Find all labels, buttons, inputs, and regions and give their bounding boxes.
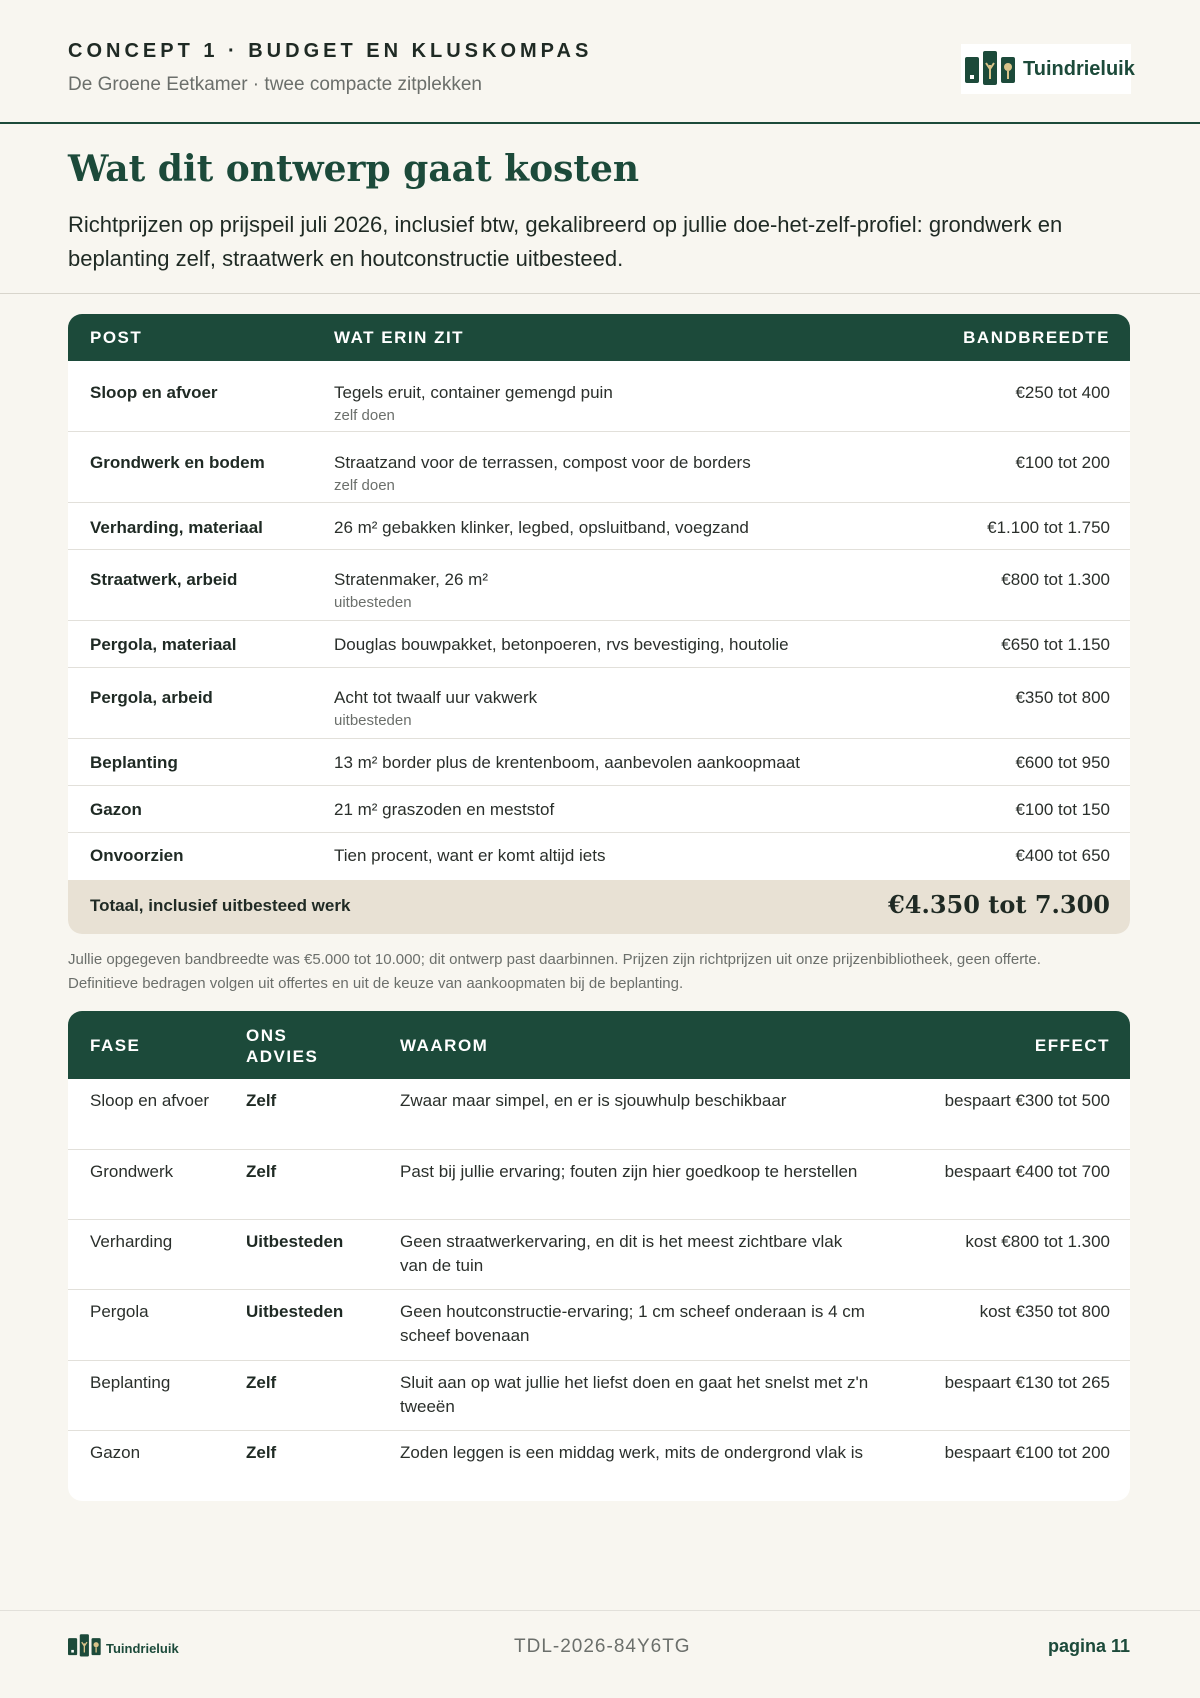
table-row [68,550,1130,621]
table-row [68,432,1130,503]
table-row [68,1431,1130,1501]
row-range: €100 tot 200 [1015,453,1110,472]
row-post: Grondwerk en bodem [90,453,265,472]
budget-footnote: Jullie opgegeven bandbreedte was €5.000 tot 10.000; dit ontwerp past daarbinnen. Prijzen zijn richtprijzen uit onze prijzenbibliotheek, geen offerte. Definitieve bedragen volgen uit offertes en uit de keuze van aankoopmaten bij de beplanting. [68,951,1041,992]
header-post: POST [90,328,143,347]
row-range: €400 tot 650 [1015,846,1110,865]
row-fase: Pergola [90,1302,149,1321]
phase-advice-table [68,1011,1130,1501]
section-divider [0,293,1200,294]
row-post: Pergola, materiaal [90,635,237,654]
total-label: Totaal, inclusief uitbesteed werk [90,896,351,915]
row-fase: Sloop en afvoer [90,1091,210,1110]
row-post: Verharding, materiaal [90,518,263,537]
row-effect: kost €800 tot 1.300 [965,1232,1110,1251]
row-note: zelf doen [334,407,395,424]
logo-text: Tuindrieluik [1023,57,1135,80]
footer-divider [0,1610,1200,1611]
row-waarom: Geen houtconstructie-ervaring; 1 cm scheef onderaan is 4 cm scheef bovenaan [400,1302,865,1345]
row-advies: Zelf [246,1443,277,1462]
row-advies: Uitbesteden [246,1232,344,1251]
table-row [68,786,1130,833]
row-note: zelf doen [334,477,395,494]
row-range: €600 tot 950 [1015,753,1110,772]
row-advies: Zelf [246,1091,277,1110]
concept-subtitle: De Groene Eetkamer · twee compacte zitplekken [68,74,482,95]
concept-title: CONCEPT 1 · BUDGET EN KLUSKOMPAS [68,40,593,62]
row-post: Beplanting [90,753,178,772]
row-content: Tegels eruit, container gemengd puin zelf doen [334,383,894,424]
total-row [68,880,1130,934]
header-content: WAT ERIN ZIT [334,328,465,347]
row-fase: Verharding [90,1232,173,1251]
row-range: €350 tot 800 [1015,688,1110,707]
row-range: €1.100 tot 1.750 [987,518,1110,537]
row-content: Tien procent, want er komt altijd iets [334,846,606,865]
row-content: Stratenmaker, 26 m² uitbesteden [334,570,894,611]
document-code: TDL-2026-84Y6TG [514,1636,691,1657]
phase-table-header [68,1011,1130,1079]
table-row [68,668,1130,739]
row-waarom: Zoden leggen is een middag werk, mits de ondergrond vlak is [400,1443,864,1462]
cost-table [68,314,1130,934]
row-post: Straatwerk, arbeid [90,570,238,589]
table-row [68,503,1130,550]
cost-table-header [68,314,1130,361]
row-range: €800 tot 1.300 [1001,570,1110,589]
total-value: €4.350 tot 7.300 [888,890,1110,919]
row-content: Douglas bouwpakket, betonpoeren, rvs bevestiging, houtolie [334,635,789,654]
logo-mark-icon [965,51,1017,87]
row-post: Sloop en afvoer [90,383,218,402]
row-advies: Zelf [246,1373,277,1392]
row-waarom: Past bij jullie ervaring; fouten zijn hier goedkoop te herstellen [400,1162,858,1181]
row-effect: kost €350 tot 800 [979,1302,1110,1321]
row-content: Straatzand voor de terrassen, compost voor de borders zelf doen [334,453,894,494]
page-number: pagina 11 [1047,1636,1130,1656]
table-row [68,739,1130,786]
table-row [68,1079,1130,1150]
row-content: Acht tot twaalf uur vakwerk uitbesteden [334,688,894,729]
row-post: Pergola, arbeid [90,688,213,707]
table-row [68,1290,1130,1361]
header-range: BANDBREEDTE [963,328,1110,347]
row-range: €100 tot 150 [1015,800,1110,819]
table-row [68,621,1130,668]
table-row [68,1220,1130,1290]
row-fase: Gazon [90,1443,141,1462]
row-advies: Uitbesteden [246,1302,344,1321]
row-effect: bespaart €100 tot 200 [944,1443,1110,1462]
footer-logo-text: Tuindrieluik [106,1641,179,1656]
row-content: 13 m² border plus de krentenboom, aanbevolen aankoopmaat [334,753,800,772]
row-range: €250 tot 400 [1015,383,1110,402]
row-effect: bespaart €400 tot 700 [944,1162,1110,1181]
header-fase: FASE [90,1036,141,1055]
header-effect: EFFECT [1034,1036,1110,1055]
row-waarom: Sluit aan op wat jullie het liefst doen en gaat het snelst met z'n tweeën [400,1373,869,1416]
row-fase: Beplanting [90,1373,171,1392]
page-title: Wat dit ontwerp gaat kosten [68,148,640,190]
table-row [68,361,1130,432]
row-fase: Grondwerk [90,1162,174,1181]
logo-mark-icon [68,1634,102,1663]
row-content: 26 m² gebakken klinker, legbed, opsluitband, voegzand [334,518,749,537]
table-row [68,1361,1130,1431]
table-row [68,833,1130,880]
table-row [68,1150,1130,1220]
brand-logo [961,44,1135,94]
page-header [0,0,1200,124]
row-note: uitbesteden [334,594,412,611]
header-waarom: WAAROM [400,1036,489,1055]
row-effect: bespaart €300 tot 500 [944,1091,1110,1110]
footer-logo [68,1634,179,1663]
row-advies: Zelf [246,1162,277,1181]
intro-paragraph: Richtprijzen op prijspeil juli 2026, inclusief btw, gekalibreerd op jullie doe-het-zelf-profiel: grondwerk en beplanting zelf, straatwerk en houtconstructie uitbesteed. [68,212,1063,271]
row-content: 21 m² graszoden en meststof [334,800,555,819]
row-waarom: Zwaar maar simpel, en er is sjouwhulp beschikbaar [400,1091,787,1110]
row-waarom: Geen straatwerkervaring, en dit is het meest zichtbare vlak van de tuin [400,1232,843,1275]
row-effect: bespaart €130 tot 265 [944,1373,1110,1392]
row-post: Gazon [90,800,142,819]
row-range: €650 tot 1.150 [1001,635,1110,654]
row-post: Onvoorzien [90,846,184,865]
header-advies: ONS ADVIES [246,1026,319,1066]
row-note: uitbesteden [334,712,412,729]
